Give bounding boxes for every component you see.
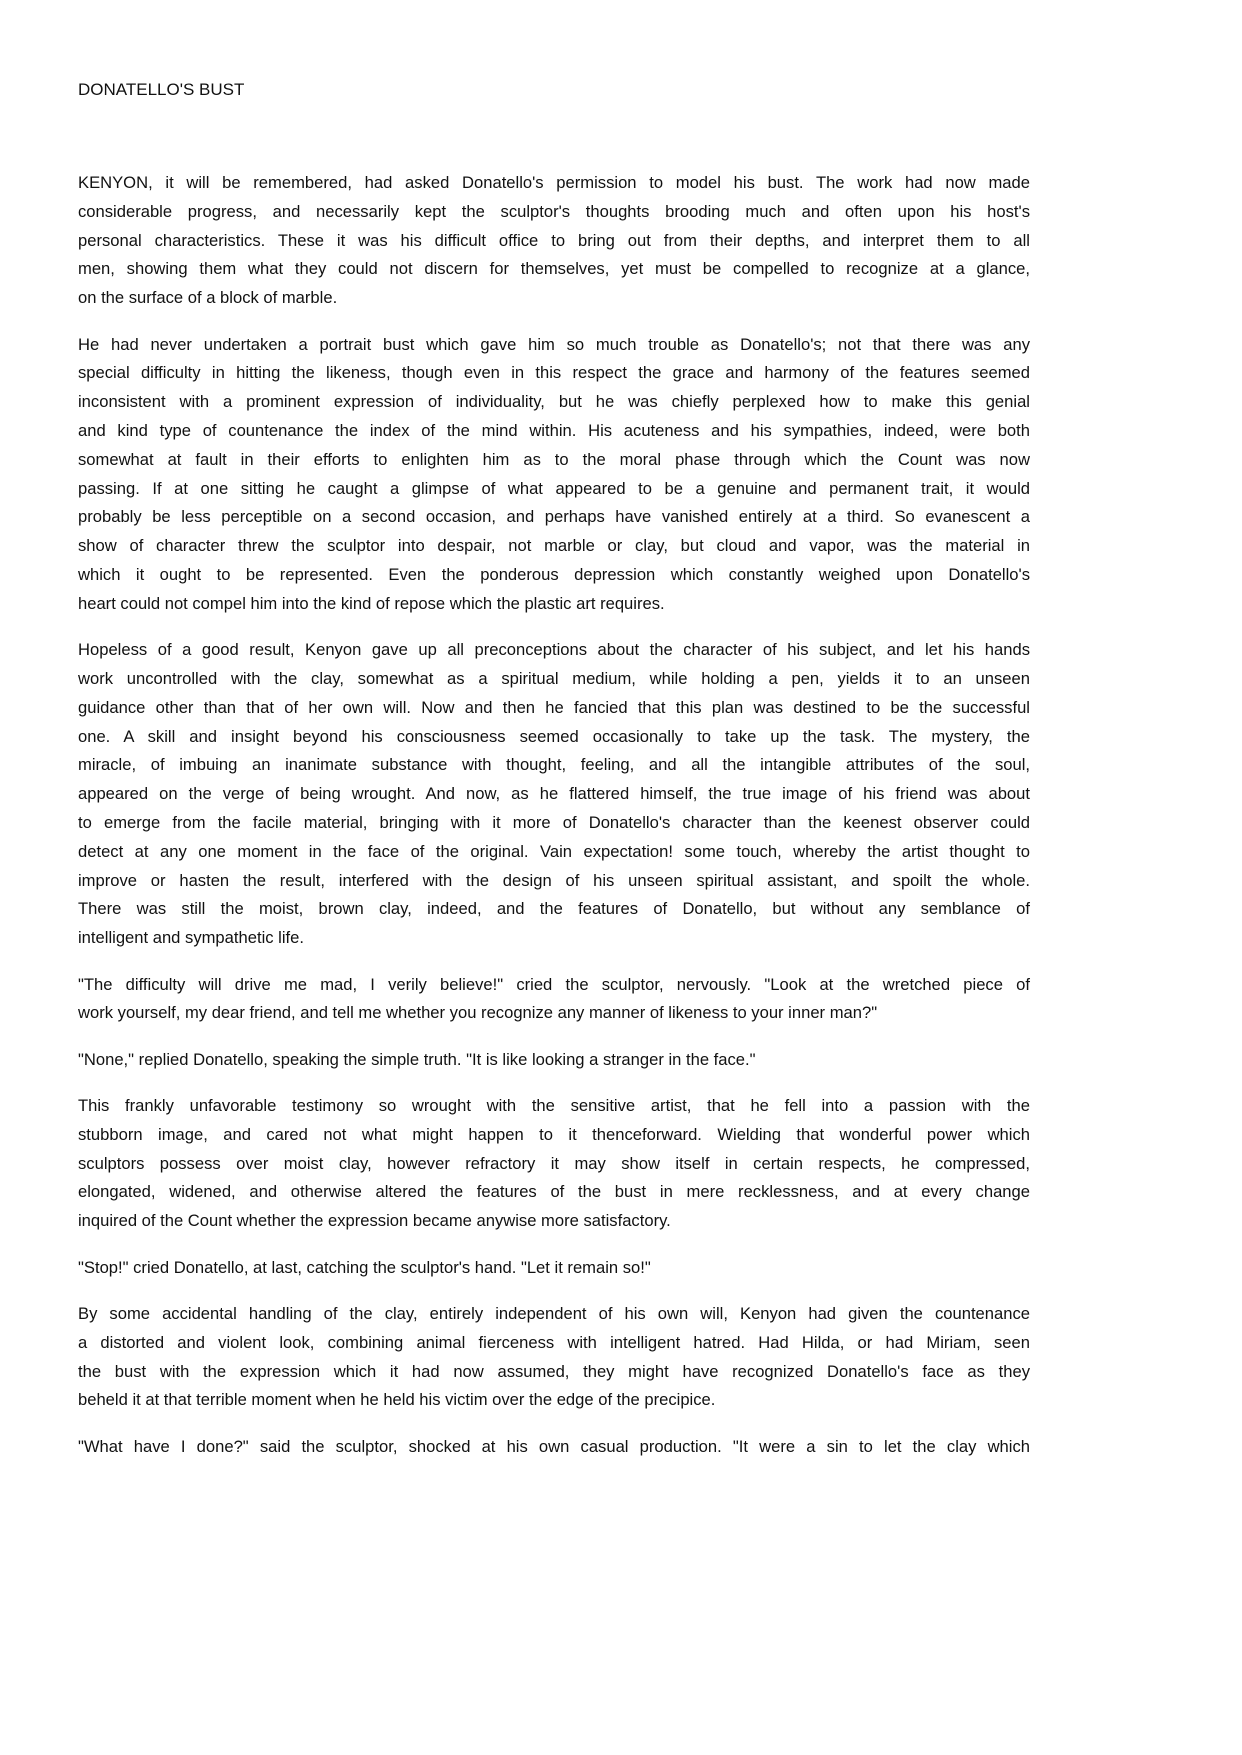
text-line: stubborn image, and cared not what might happen to it thenceforward. Wielding that wonderful power which (78, 1124, 1030, 1144)
text-line: KENYON, it will be remembered, had asked Donatello's permission to model his bust. The work had now made (78, 173, 1030, 192)
text-line: By some accidental handling of the clay, entirely independent of his own will, Kenyon had given the countenance (78, 1304, 1030, 1324)
text-line: which it ought to be represented. Even the ponderous depression which constantly weighed upon Donatello's (78, 564, 1030, 584)
text-line: "What have I done?" said the sculptor, shocked at his own casual production. "It were a sin to let the clay which (78, 1436, 1030, 1456)
text-line: to emerge from the facile material, bringing with it more of Donatello's character than the keenest observer could (78, 812, 1030, 832)
text-line: inquired of the Count whether the expression became anywise more satisfactory. (78, 1211, 671, 1231)
text-line: personal characteristics. These it was his difficult office to bring out from their depths, and interpret them to all (78, 230, 1030, 250)
text-line: Hopeless of a good result, Kenyon gave up all preconceptions about the character of his subject, and let his hands (78, 640, 1030, 660)
paragraph (78, 1433, 1030, 1462)
text-line: detect at any one moment in the face of the original. Vain expectation! some touch, whereby the artist thought to (78, 841, 1030, 861)
text-line: This frankly unfavorable testimony so wrought with the sensitive artist, that he fell into a passion with the (78, 1096, 1030, 1116)
text-line: work uncontrolled with the clay, somewhat as a spiritual medium, while holding a pen, yields it to an unseen (78, 668, 1030, 688)
chapter-title: DONATELLO'S BUST (78, 80, 245, 99)
text-line: special difficulty in hitting the likeness, though even in this respect the grace and harmony of the features seemed (78, 363, 1030, 383)
paragraph (78, 971, 1030, 1029)
text-line: passing. If at one sitting he caught a glimpse of what appeared to be a genuine and permanent trait, it would (78, 478, 1030, 498)
document-body (78, 169, 1030, 1479)
text-line: somewhat at fault in their efforts to enlighten him as to the moral phase through which the Count was now (78, 449, 1030, 469)
text-line: the bust with the expression which it had now assumed, they might have recognized Donatello's face as they (78, 1361, 1030, 1381)
paragraph (78, 1046, 1030, 1075)
text-line: considerable progress, and necessarily kept the sculptor's thoughts brooding much and often upon his host's (78, 201, 1030, 221)
text-line: elongated, widened, and otherwise altered the features of the bust in mere recklessness, and at every change (78, 1182, 1030, 1202)
text-line: intelligent and sympathetic life. (78, 928, 304, 948)
paragraph (78, 169, 1030, 313)
text-line: sculptors possess over moist clay, however refractory it may show itself in certain respects, he compressed, (78, 1153, 1030, 1173)
paragraph (78, 1300, 1030, 1415)
text-line: a distorted and violent look, combining animal fierceness with intelligent hatred. Had Hilda, or had Miriam, seen (78, 1332, 1030, 1352)
text-line: one. A skill and insight beyond his consciousness seemed occasionally to take up the task. The mystery, the (78, 726, 1030, 746)
paragraph (78, 331, 1030, 619)
text-line: There was still the moist, brown clay, indeed, and the features of Donatello, but without any semblance of (78, 899, 1030, 919)
text-line: show of character threw the sculptor into despair, not marble or clay, but cloud and vapor, was the material in (78, 536, 1030, 556)
text-line: "Stop!" cried Donatello, at last, catching the sculptor's hand. "Let it remain so!" (78, 1257, 651, 1277)
text-line: heart could not compel him into the kind of repose which the plastic art requires. (78, 593, 665, 613)
text-line: "The difficulty will drive me mad, I verily believe!" cried the sculptor, nervously. "Look at the wretched piece of (78, 974, 1030, 994)
text-line: miracle, of imbuing an inanimate substance with thought, feeling, and all the intangible attributes of the soul, (78, 755, 1030, 775)
paragraph (78, 636, 1030, 953)
paragraph (78, 1092, 1030, 1236)
text-line: probably be less perceptible on a second occasion, and perhaps have vanished entirely at a third. So evanescent a (78, 507, 1030, 527)
text-line: and kind type of countenance the index of the mind within. His acuteness and his sympathies, indeed, were both (78, 420, 1030, 440)
text-line: work yourself, my dear friend, and tell me whether you recognize any manner of likeness to your inner man?" (78, 1003, 878, 1023)
text-line: "None," replied Donatello, speaking the simple truth. "It is like looking a stranger in the face." (78, 1049, 756, 1069)
text-line: beheld it at that terrible moment when he held his victim over the edge of the precipice. (78, 1390, 716, 1410)
text-line: guidance other than that of her own will. Now and then he fancied that this plan was destined to be the successful (78, 697, 1030, 717)
text-line: men, showing them what they could not discern for themselves, yet must be compelled to recognize at a glance, (78, 259, 1030, 279)
text-line: on the surface of a block of marble. (78, 288, 338, 308)
text-line: He had never undertaken a portrait bust which gave him so much trouble as Donatello's; not that there was any (78, 334, 1030, 354)
text-line: inconsistent with a prominent expression of individuality, but he was chiefly perplexed how to make this genial (78, 392, 1030, 412)
text-line: appeared on the verge of being wrought. And now, as he flattered himself, the true image of his friend was about (78, 784, 1030, 804)
text-line: improve or hasten the result, interfered with the design of his unseen spiritual assistant, and spoilt the whole. (78, 870, 1030, 890)
paragraph (78, 1254, 1030, 1283)
